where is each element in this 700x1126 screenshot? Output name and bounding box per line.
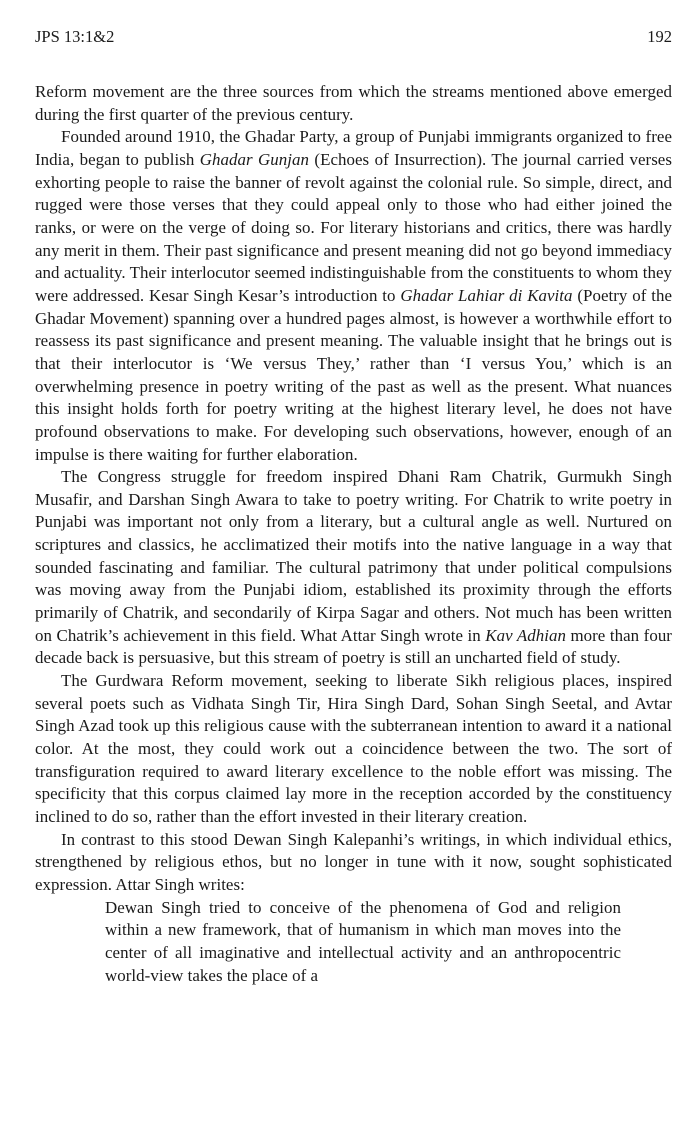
title-ghadar-lahiar-di-kavita: Ghadar Lahiar di Kavita	[400, 285, 573, 305]
title-ghadar-gunjan: Ghadar Gunjan	[199, 149, 310, 169]
paragraph-dewan-singh	[35, 829, 672, 897]
title-kav-adhian: Kav Adhian	[485, 625, 566, 645]
journal-citation: JPS 13:1&2	[35, 27, 115, 46]
paragraph-text: (Echoes of Insurrection). The journal carried verses exhorting people to raise the banner of revolt against the colonial rule. So simple, direct, and rugged were those verses that they could appeal only to those who had either joined the ranks, or were on the verge of doing so. For literary historians and critics, there was hardly any merit in them. Their past significance and present meaning did not go beyond immediacy and actuality. Their interlocutor seemed indistinguishable from the constituents to whom they were addressed. Kesar Singh Kesar’s introduction to	[35, 149, 672, 305]
paragraph-gurdwara-reform	[35, 670, 672, 829]
page-number: 192	[647, 27, 672, 46]
paragraph-text: Reform movement are the three sources from which the streams mentioned above emerged during the first quarter of the previous century.	[35, 82, 672, 124]
article-body	[35, 81, 672, 987]
paragraph-continued	[35, 81, 672, 126]
paragraph-text: In contrast to this stood Dewan Singh Kalepanhi’s writings, in which individual ethics, strengthened by religious ethos, but no longer in tune with it now, sought sophisticated expression. Attar Singh writes:	[35, 829, 672, 894]
block-quote	[105, 897, 621, 988]
paragraph-text: (Poetry of the Ghadar Movement) spanning over a hundred pages almost, is however a worthwhile effort to reassess its past significance and present meaning. The valuable insight that he brings out is that their interlocutor is ‘We versus They,’ rather than ‘I versus You,’ which is an overwhelming presence in poetry writing of the past as well as the present. What nuances this insight holds forth for poetry writing at the highest literary level, he does not have profound observations to make. For developing such observations, however, enough of an impulse is there waiting for further elaboration.	[35, 285, 673, 464]
paragraph-congress-struggle	[35, 466, 672, 670]
block-quote-text: Dewan Singh tried to conceive of the phenomena of God and religion within a new framework, that of humanism in which man moves into the center of all imaginative and intellectual activity and an anthropocentric world-view takes the place of a	[105, 897, 621, 985]
running-head	[35, 26, 672, 48]
paragraph-text: Founded around 1910, the Ghadar Party, a group of Punjabi immigrants organized to free India, began to publish	[35, 127, 672, 169]
paragraph-text: The Gurdwara Reform movement, seeking to liberate Sikh religious places, inspired several poets such as Vidhata Singh Tir, Hira Singh Dard, Sohan Singh Seetal, and Avtar Singh Azad took up this religious cause with the subterranean intention to award it a national color. At the most, they could work out a coincidence between the two. The sort of transfiguration required to award literary excellence to the noble effort was missing. The specificity that this corpus claimed lay more in the reception accorded by the constituency inclined to do so, rather than the effort invested in their literary creation.	[35, 671, 672, 826]
paragraph-ghadar-party	[35, 126, 672, 466]
paragraph-text: more than four decade back is persuasive, but this stream of poetry is still an uncharted field of study.	[35, 625, 672, 668]
paragraph-text: The Congress struggle for freedom inspired Dhani Ram Chatrik, Gurmukh Singh Musafir, and Darshan Singh Awara to take to poetry writing. For Chatrik to write poetry in Punjabi was important not only from a literary, but a cultural angle as well. Nurtured on scriptures and classics, he acclimatized their motifs into the native language in a way that sounded fascinating and familiar. The cultural patrimony that under political compulsions was moving away from the Punjabi idiom, established its proximity through the efforts primarily of Chatrik, and secondarily of Kirpa Sagar and others. Not much has been written on Chatrik’s achievement in this field. What Attar Singh wrote in	[35, 467, 672, 645]
